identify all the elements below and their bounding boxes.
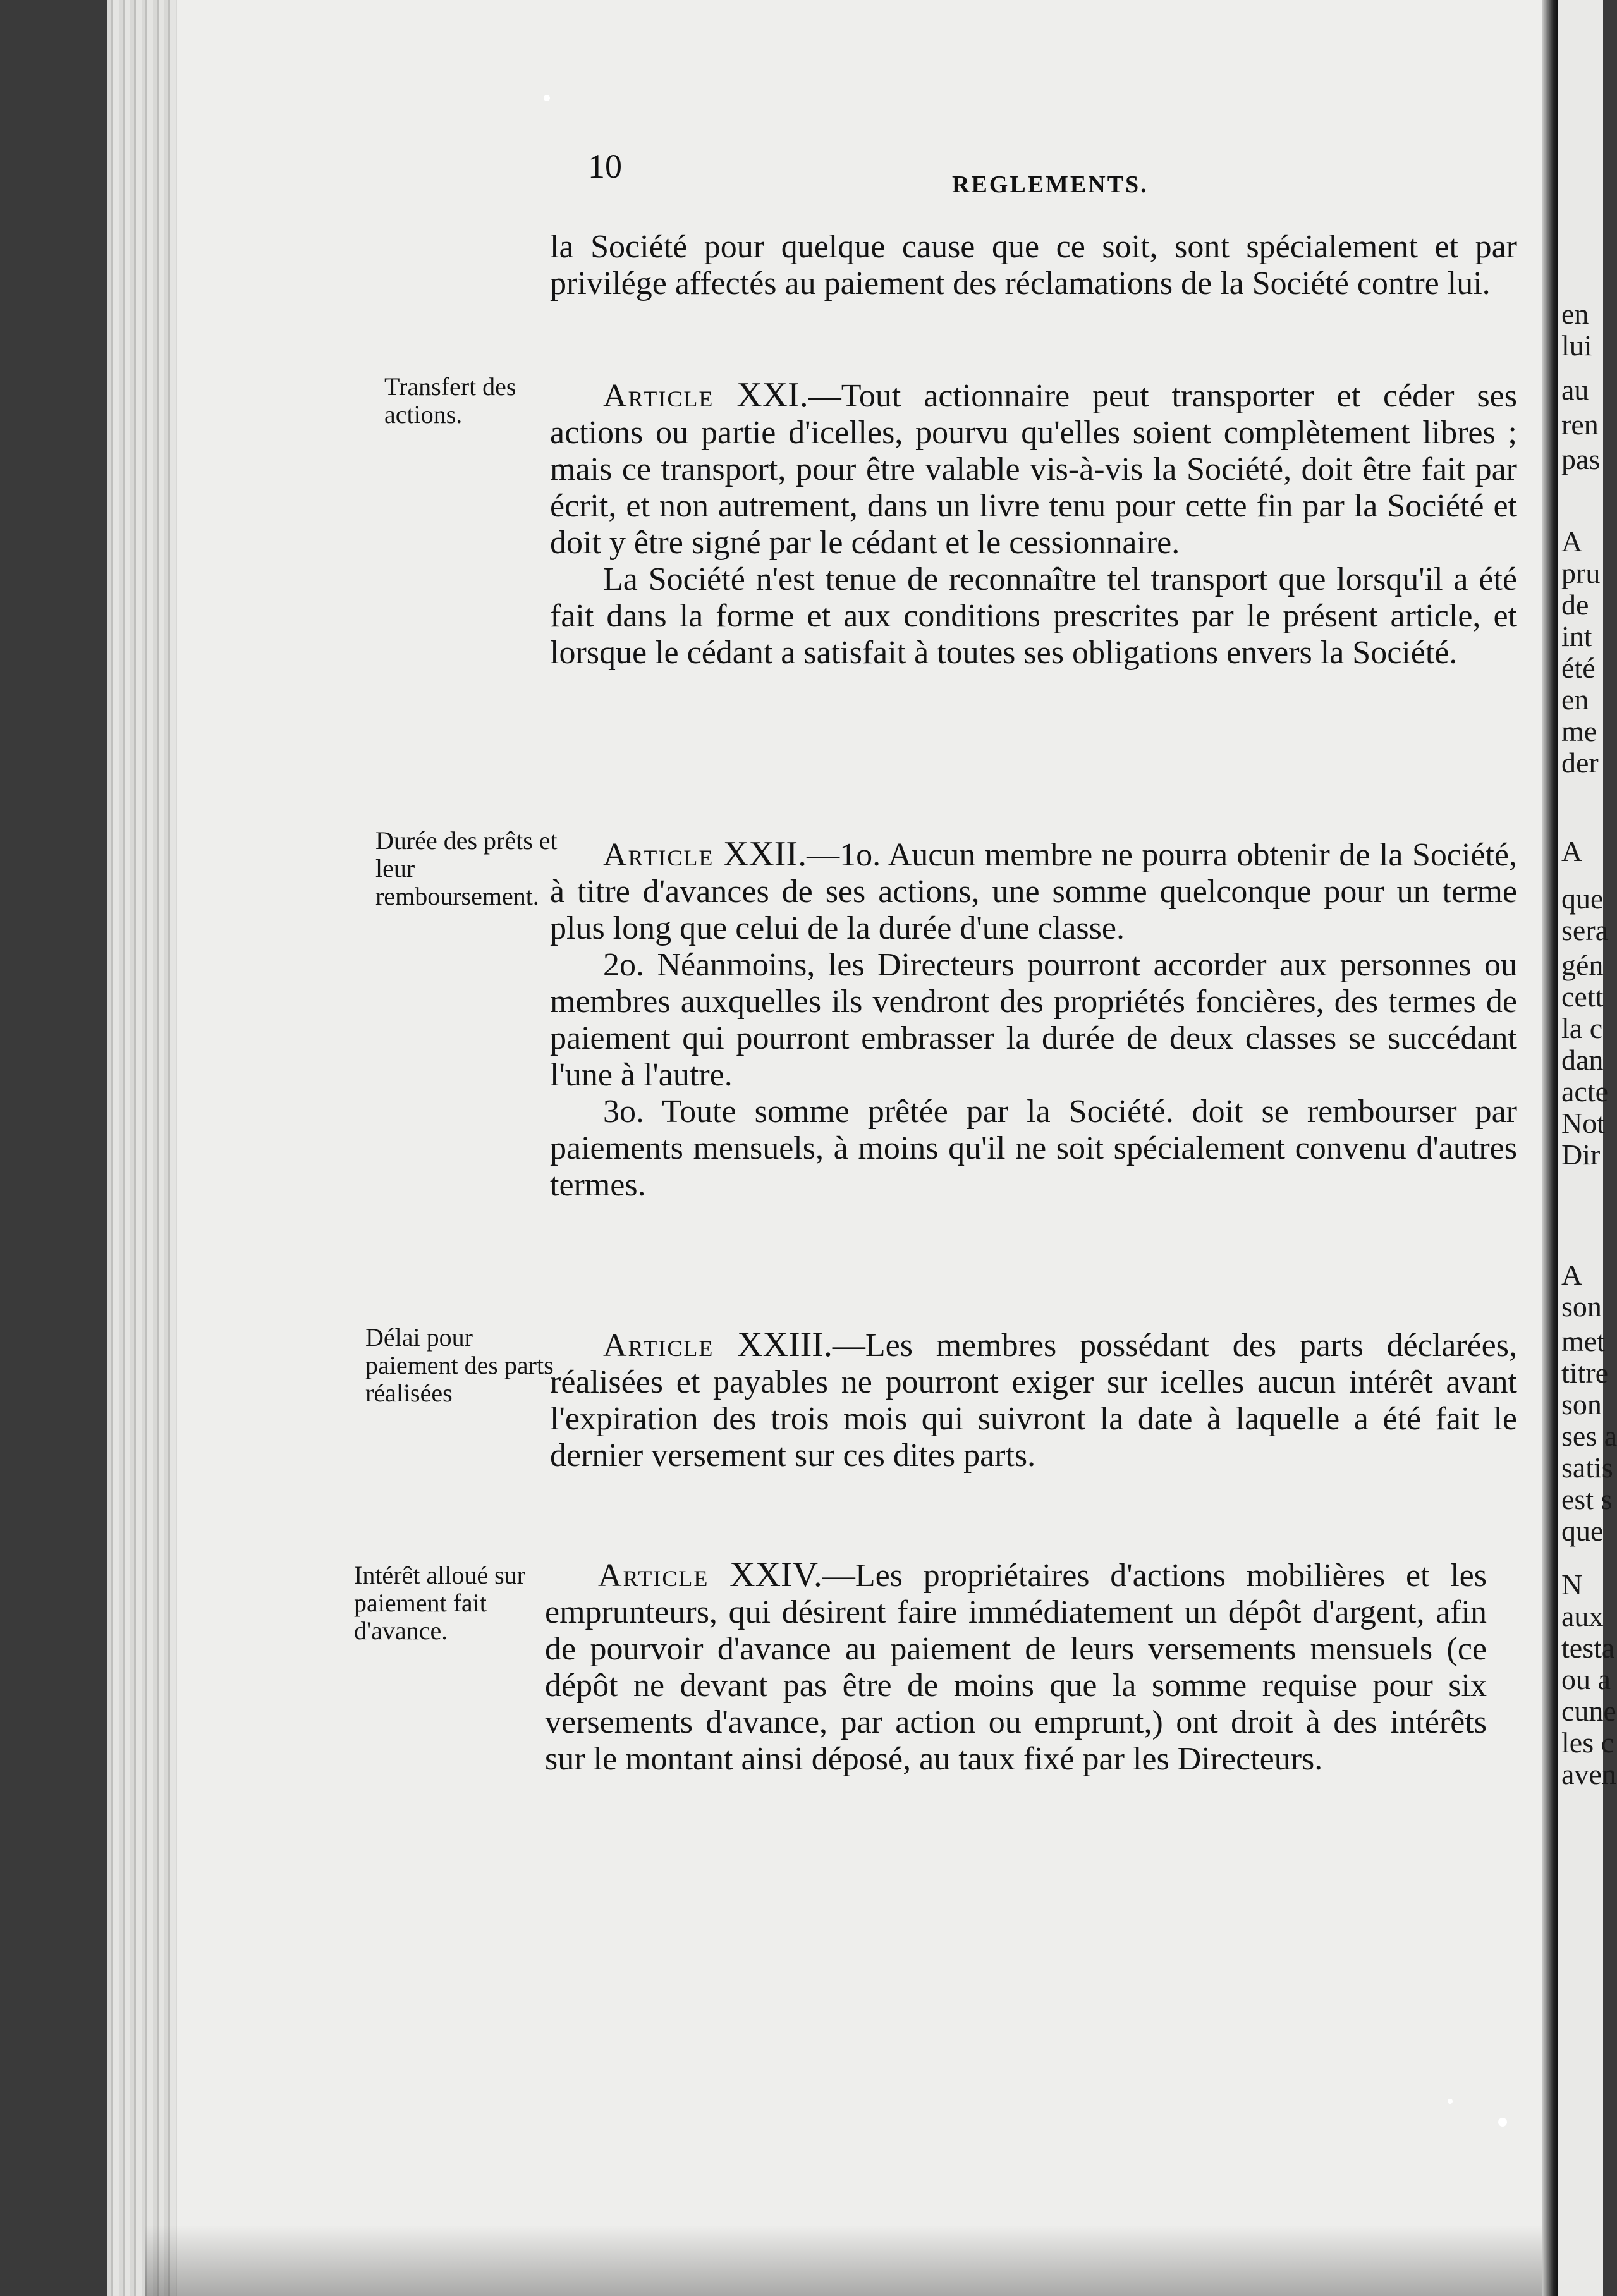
next-page-fragment: en bbox=[1561, 683, 1589, 716]
next-page-fragment: A bbox=[1561, 525, 1583, 558]
next-page-fragment: de bbox=[1561, 589, 1589, 621]
article-label: Article bbox=[603, 1328, 714, 1364]
next-page-fragment: der bbox=[1561, 747, 1599, 779]
next-page-fragment: acte bbox=[1561, 1075, 1609, 1108]
next-page-fragment: pas bbox=[1561, 443, 1601, 475]
next-page-fragment: gén bbox=[1561, 949, 1604, 981]
next-page-fragment: N bbox=[1561, 1568, 1583, 1601]
article-number: XXIV. bbox=[729, 1555, 822, 1594]
book-gutter bbox=[1542, 0, 1558, 2296]
next-page-fragment: dan bbox=[1561, 1044, 1604, 1076]
article-xxiv-para-1 bbox=[545, 1556, 1487, 1778]
next-page-fragment: me bbox=[1561, 715, 1597, 747]
article-xxi-para-1 bbox=[550, 377, 1517, 561]
next-page-fragment: en bbox=[1561, 298, 1589, 330]
continuation-paragraph bbox=[550, 229, 1517, 302]
next-page-fragment: sera bbox=[1561, 914, 1609, 946]
margin-note-duree: Durée des prêts et leur remboursement. bbox=[375, 826, 558, 910]
article-text: —1o. Aucun membre ne pourra obtenir de la Société, à titre d'avances de ses actions, une somme quelconque pour un terme plus long que celui de la durée d'une classe. bbox=[550, 837, 1518, 946]
article-number: XXI. bbox=[736, 376, 808, 415]
article-number: XXIII. bbox=[737, 1325, 833, 1364]
next-page-fragment: aven bbox=[1561, 1758, 1616, 1790]
next-page-fragment: au bbox=[1561, 374, 1589, 406]
next-page-fragment: cune bbox=[1561, 1695, 1616, 1727]
next-page-fragment: int bbox=[1561, 620, 1592, 652]
article-xxii-para-1 bbox=[550, 836, 1517, 947]
margin-note-transfert: Transfert des actions. bbox=[384, 372, 516, 429]
article-xxii-para-2: 2o. Néanmoins, les Directeurs pourront accorder aux personnes ou membres auxquelles ils vendront des propriétés foncières, des termes de paiement qui pourront embrasser la durée de deux classes se succédant l'une à l'autre. bbox=[550, 947, 1517, 1093]
margin-note-interet: Intérêt alloué sur paiement fait d'avance. bbox=[354, 1561, 525, 1645]
next-page-fragment: ou a bbox=[1561, 1663, 1611, 1695]
next-page-fragment: ren bbox=[1561, 408, 1599, 441]
article-xxi-para-2: La Société n'est tenue de reconnaître tel transport que lorsqu'il a été fait dans la forme et aux conditions prescrites par le présent article, et lorsque le cédant a satisfait à toutes ses obligations envers la Société. bbox=[550, 561, 1517, 671]
running-head: REGLEMENTS. bbox=[952, 171, 1149, 198]
margin-note-delai: Délai pour paiement des parts réalisées bbox=[365, 1323, 554, 1407]
next-page-fragment: Not bbox=[1561, 1107, 1605, 1139]
article-label: Article bbox=[603, 837, 714, 873]
article-xxi bbox=[550, 377, 1517, 671]
next-page-fragment: titre bbox=[1561, 1357, 1609, 1389]
next-page-fragment: A bbox=[1561, 835, 1583, 867]
scan-speck bbox=[544, 95, 550, 101]
article-label: Article bbox=[598, 1558, 709, 1594]
next-page-fragment: pru bbox=[1561, 557, 1601, 589]
next-page-fragment: cett bbox=[1561, 980, 1604, 1013]
next-page-fragment: Dir bbox=[1561, 1139, 1601, 1171]
next-page-fragment: ses a bbox=[1561, 1420, 1617, 1452]
next-page-fragment: que bbox=[1561, 882, 1604, 915]
next-page-fragment: met bbox=[1561, 1325, 1605, 1357]
article-xxiii bbox=[550, 1326, 1517, 1474]
page-edges bbox=[107, 0, 177, 2296]
next-page-fragment: la c bbox=[1561, 1012, 1603, 1044]
scan-speck bbox=[1448, 2099, 1453, 2104]
next-page-fragment: été bbox=[1561, 652, 1596, 684]
article-xxii bbox=[550, 836, 1517, 1204]
page-number: 10 bbox=[588, 147, 622, 185]
next-page-fragment: est s bbox=[1561, 1483, 1613, 1515]
article-number: XXII. bbox=[723, 834, 807, 874]
article-label: Article bbox=[603, 378, 714, 414]
article-xxiv bbox=[545, 1556, 1487, 1778]
next-page-strip bbox=[1558, 0, 1617, 2296]
article-text: —Tout actionnaire peut transporter et céder ses actions ou partie d'icelles, pourvu qu'elles soient complètement libres ; mais ce transport, pour être valable vis-à-vis la Société, doit être fait par écrit, et non autrement, dans un livre tenu pour cette fin par la Société et doit y être signé par le cédant et le cessionnaire. bbox=[550, 378, 1517, 561]
article-xxii-para-3: 3o. Toute somme prêtée par la Société. doit se rembourser par paiements mensuels, à moins qu'il ne soit spécialement convenu d'autres termes. bbox=[550, 1094, 1517, 1203]
article-text: —Les propriétaires d'actions mobilières et les emprunteurs, qui désirent faire immédiatement un dépôt d'argent, afin de pourvoir d'avance au paiement de leurs versements mensuels (ce dépôt ne devant pas être de moins que la somme requise pour six versements d'avance, par action ou emprunt,) ont droit à des intérêts sur le montant ainsi déposé, au taux fixé par les Directeurs. bbox=[545, 1558, 1487, 1777]
next-page-fragment: satis bbox=[1561, 1451, 1613, 1484]
next-page-fragment: aux bbox=[1561, 1600, 1604, 1632]
article-xxiii-para-1 bbox=[550, 1326, 1517, 1474]
next-page-fragment: A bbox=[1561, 1259, 1583, 1291]
article-text: —Les membres possédant des parts déclarées, réalisées et payables ne pourront exiger sur icelles aucun intérêt avant l'expiration des trois mois qui suivront la date à laquelle a été fait le dernier versement sur ces dites parts. bbox=[550, 1328, 1517, 1474]
next-page-fragment: testa bbox=[1561, 1632, 1615, 1664]
next-page-fragment: son bbox=[1561, 1388, 1602, 1420]
continuation-text: la Société pour quelque cause que ce soit, sont spécialement et par privilége affectés au paiement des réclamations de la Société contre lui. bbox=[550, 229, 1517, 302]
next-page-fragment: que bbox=[1561, 1515, 1604, 1547]
page-shadow bbox=[145, 2225, 1555, 2296]
next-page-fragment: lui bbox=[1561, 329, 1592, 362]
next-page-fragment: son bbox=[1561, 1290, 1602, 1322]
next-page-fragment: les c bbox=[1561, 1726, 1614, 1759]
scan-speck bbox=[1498, 2118, 1507, 2127]
